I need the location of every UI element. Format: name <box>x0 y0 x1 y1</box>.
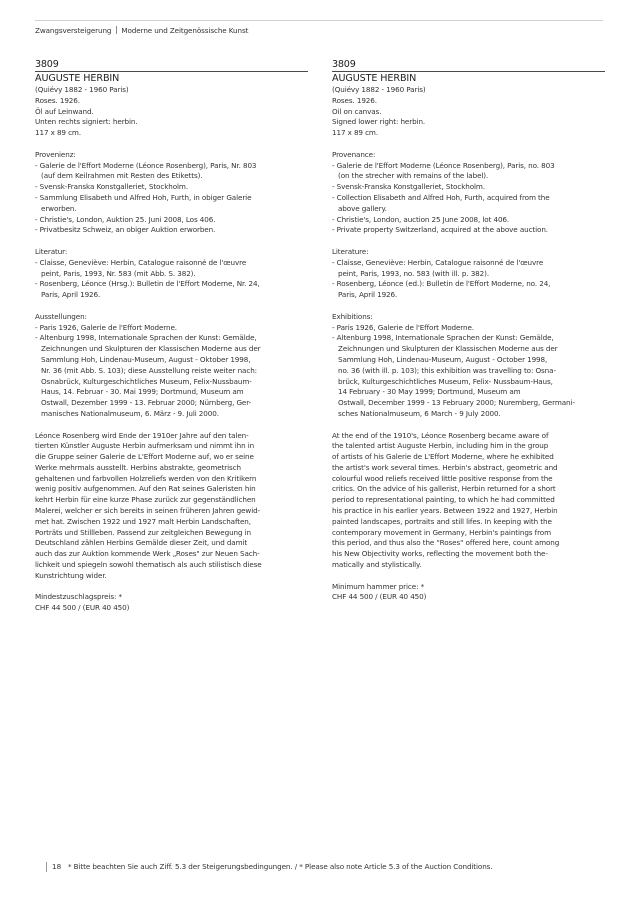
work-detail: Roses. 1926. <box>35 95 80 105</box>
exhibitions-entry-line: - Altenburg 1998, Internationale Sprachen der Kunst: Gemälde, <box>332 333 554 343</box>
description-line: his New Objectivity works, reflecting the movement both the- <box>332 549 548 559</box>
description-line: auch das zur Auktion kommende Werk „Roses" zur Neuen Sach- <box>35 549 260 559</box>
description-text <box>35 431 308 582</box>
description-line: met hat. Zwischen 1922 und 1927 malt Herbin Landschaften, <box>35 516 251 526</box>
work-detail: (Quiévy 1882 - 1960 Paris) <box>332 85 426 94</box>
description-line: the artist's work several times. Herbin's abstract, geometric and <box>332 462 558 472</box>
description-line: Léonce Rosenberg wird Ende der 1910er Jahre auf den talen- <box>35 430 249 440</box>
description-line: his practice in his earlier years. Between 1922 and 1927, Herbin <box>332 506 558 516</box>
description-line: Malerei, welcher er sich bereits in seinen früheren Jahren gewid- <box>35 506 261 516</box>
provenance-entry-line: erworben. <box>41 203 77 213</box>
description-line: of artists of his Galerie de L'Effort Moderne, where he exhibited <box>332 452 554 462</box>
exhibitions-entry-line: manisches Nationalmuseum, 6. März - 9. Juli 2000. <box>41 408 219 418</box>
description-line: lichkeit und spiegeln sowohl thematisch als auch stilistisch diese <box>35 560 262 570</box>
footnote: * Bitte beachten Sie auch Ziff. 5.3 der Steigerungsbedingungen. / * Please also note Article 5.3 of the Auction Conditions. <box>68 862 493 871</box>
literature-entry-line: Paris, April 1926. <box>41 290 101 300</box>
literature-section <box>35 247 308 301</box>
work-detail: Öl auf Leinwand. <box>35 106 94 116</box>
price-label: Mindestzuschlagspreis: * <box>35 592 123 602</box>
description-line: At the end of the 1910's, Léonce Rosenberg became aware of <box>332 430 549 440</box>
top-rule <box>35 20 603 21</box>
price-label: Minimum hammer price: * <box>332 581 425 591</box>
work-detail: Roses. 1926. <box>332 95 377 105</box>
exhibitions-entry-line: no. 36 (with ill. p. 103); this exhibition was travelling to: Osna- <box>338 365 556 375</box>
exhibitions-entry-line: Haus, 14. Februar - 30. Mai 1999; Dortmund, Museum am <box>41 387 244 397</box>
description-line: tierten Künstler Auguste Herbin aufmerksam und nimmt ihn in <box>35 441 255 451</box>
header-separator <box>116 26 117 34</box>
exhibitions-entry-line: 14 February - 30 May 1999; Dortmund, Museum am <box>338 387 521 397</box>
description-line: gehaltenen und farbvollen Holzreliefs werden von den Kritikern <box>35 473 257 483</box>
lot-rule <box>35 71 308 72</box>
work-detail: 117 x 89 cm. <box>35 128 82 138</box>
description-line: critics. On the advice of his gallerist, Herbin returned for a short <box>332 484 556 494</box>
provenance-entry-line: - Collection Elisabeth and Alfred Hoh, Furth, acquired from the <box>332 192 550 202</box>
provenance-entry-line: (auf dem Keilrahmen mit Resten des Etiketts). <box>41 171 203 181</box>
price-value: CHF 44 500 / (EUR 40 450) <box>35 603 130 613</box>
description-line: wenig positiv aufgenommen. Auf den Rat seines Galeristen hin <box>35 484 256 494</box>
provenance-entry-line: - Private property Switzerland, acquired at the above auction. <box>332 225 548 235</box>
literature-entry-line: - Claisse, Geneviève: Herbin, Catalogue raisonné de l'œuvre <box>332 257 544 267</box>
provenance-entry-line: - Galerie de l'Effort Moderne (Léonce Rosenberg), Paris, Nr. 803 <box>35 160 257 170</box>
exhibitions-entry-line: Sammlung Hoh, Lindenau-Museum, August - October 1998, <box>338 354 548 364</box>
footer-rule <box>46 862 47 872</box>
description-line: this period, and thus also the "Roses" offered here, count among <box>332 538 560 548</box>
exhibitions-entry-line: Zeichnungen und Skulpturen der Klassischen Moderne aus der <box>338 344 558 354</box>
provenance-entry-line: (on the strecher with remains of the label). <box>338 171 489 181</box>
exhibitions-section <box>332 312 605 420</box>
price-block <box>332 582 605 604</box>
exhibitions-entry-line: - Altenburg 1998, Internationale Sprachen der Kunst: Gemälde, <box>35 333 257 343</box>
provenance-entry-line: - Christie's, London, Auktion 25. Juni 2008, Los 406. <box>35 214 216 224</box>
description-line: kehrt Herbin für eine kurze Phase zurück zur gegenständlichen <box>35 495 256 505</box>
literature-entry-line: - Rosenberg, Léonce (Hrsg.): Bulletin de l'Effort Moderne, Nr. 24, <box>35 279 260 289</box>
work-detail: (Quiévy 1882 - 1960 Paris) <box>35 85 129 94</box>
provenance-entry-line: - Privatbesitz Schweiz, an obiger Auktion erworben. <box>35 225 216 235</box>
literature-entry-line: peint, Paris, 1993, Nr. 583 (mit Abb. S. 382). <box>41 268 196 278</box>
artist-name: AUGUSTE HERBIN <box>35 73 120 84</box>
header-title: Moderne und Zeitgenössische Kunst <box>121 26 249 35</box>
provenance-entry-line: - Galerie de l'Effort Moderne (Léonce Rosenberg), Paris, no. 803 <box>332 160 555 170</box>
provenance-entry-line: - Svensk-Franska Konstgalleriet, Stockholm. <box>332 182 486 192</box>
provenance-entry-line: - Svensk-Franska Konstgalleriet, Stockholm. <box>35 182 189 192</box>
english-column <box>332 59 605 603</box>
provenance-heading: Provenance: <box>332 149 376 159</box>
literature-heading: Literatur: <box>35 246 68 256</box>
literature-entry-line: Paris, April 1926. <box>338 290 398 300</box>
work-detail: Signed lower right: herbin. <box>332 117 426 127</box>
exhibitions-entry-line: Nr. 36 (mit Abb. S. 103); diese Ausstellung reiste weiter nach: <box>41 365 257 375</box>
exhibitions-heading: Exhibitions: <box>332 311 373 321</box>
price-value: CHF 44 500 / (EUR 40 450) <box>332 592 427 602</box>
description-line: matically and stylistically. <box>332 560 422 570</box>
literature-entry-line: peint, Paris, 1993, no. 583 (with ill. p. 382). <box>338 268 490 278</box>
description-line: Porträts und Stillleben. Passend zur zeitgleichen Bewegung in <box>35 527 251 537</box>
description-text <box>332 431 605 571</box>
exhibitions-entry-line: sches Nationalmuseum, 6 March - 9 July 2000. <box>338 408 501 418</box>
description-line: colourful wood reliefs received little positive response from the <box>332 473 553 483</box>
exhibitions-entry-line: Zeichnungen und Skulpturen der Klassischen Moderne aus der <box>41 344 261 354</box>
description-line: die Gruppe seiner Galerie de L'Effort Moderne auf, wo er seine <box>35 452 254 462</box>
work-detail: 117 x 89 cm. <box>332 128 379 138</box>
description-line: Deutschland zählen Herbins Gemälde dieser Zeit, und damit <box>35 538 248 548</box>
provenance-section <box>332 150 605 236</box>
description-line: the talented artist Auguste Herbin, including him in the group <box>332 441 549 451</box>
literature-entry-line: - Rosenberg, Léonce (ed.): Bulletin de l'Effort Moderne, no. 24, <box>332 279 551 289</box>
provenance-section <box>35 150 308 236</box>
exhibitions-entry-line: Ostwall, December 1999 - 13 February 2000; Nuremberg, Germani- <box>338 398 575 408</box>
literature-heading: Literature: <box>332 246 369 256</box>
literature-section <box>332 247 605 301</box>
work-detail: Oil on canvas. <box>332 106 382 116</box>
provenance-entry-line: - Christie's, London, auction 25 June 2008, lot 406. <box>332 214 510 224</box>
lot-rule <box>332 71 605 72</box>
description-line: painted landscapes, portraits and still lifes. In keeping with the <box>332 516 552 526</box>
lot-number: 3809 <box>332 59 356 70</box>
exhibitions-entry-line: Sammlung Hoh, Lindenau-Museum, August - Oktober 1998, <box>41 354 251 364</box>
exhibitions-entry-line: Osnabrück, Kulturgeschichtliches Museum, Felix-Nussbaum- <box>41 376 252 386</box>
work-detail: Unten rechts signiert: herbin. <box>35 117 138 127</box>
price-block <box>35 592 308 614</box>
literature-entry-line: - Claisse, Geneviève: Herbin, Catalogue raisonné de l'œuvre <box>35 257 247 267</box>
description-line: Kunstrichtung wider. <box>35 570 107 580</box>
exhibitions-entry-line: Ostwall, Dezember 1999 - 13. Februar 2000; Nürnberg, Ger- <box>41 398 252 408</box>
exhibitions-entry-line: - Paris 1926, Galerie de l'Effort Moderne. <box>35 322 177 332</box>
description-line: Werke mehrmals ausstellt. Herbins abstrakte, geometrisch <box>35 462 241 472</box>
running-header <box>35 26 248 35</box>
exhibitions-entry-line: brück, Kulturgeschichtliches Museum, Felix- Nussbaum-Haus, <box>338 376 553 386</box>
exhibitions-section <box>35 312 308 420</box>
provenance-heading: Provenienz: <box>35 149 76 159</box>
page-number: 18 <box>52 862 62 871</box>
german-column <box>35 59 308 614</box>
header-section: Zwangsversteigerung <box>35 26 112 35</box>
exhibitions-entry-line: - Paris 1926, Galerie de l'Effort Moderne. <box>332 322 474 332</box>
provenance-entry-line: above gallery. <box>338 203 387 213</box>
exhibitions-heading: Ausstellungen: <box>35 311 87 321</box>
provenance-entry-line: - Sammlung Elisabeth und Alfred Hoh, Furth, in obiger Galerie <box>35 192 252 202</box>
artist-name: AUGUSTE HERBIN <box>332 73 417 84</box>
description-line: period to representational painting, to which he had committed <box>332 495 555 505</box>
description-line: contemporary movement in Germany, Herbin's paintings from <box>332 527 551 537</box>
lot-number: 3809 <box>35 59 59 70</box>
